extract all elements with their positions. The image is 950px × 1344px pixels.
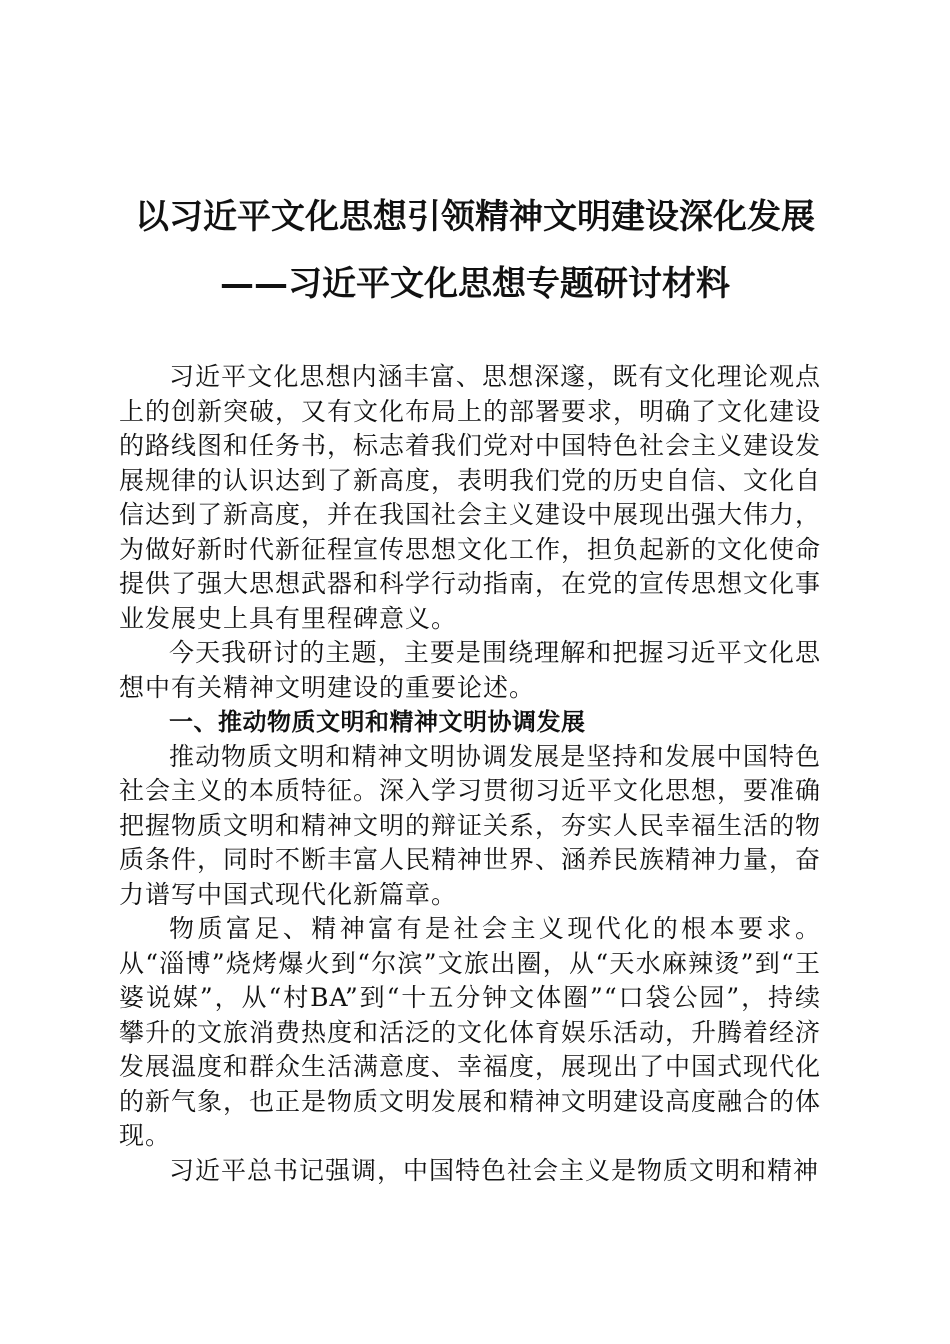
intro-paragraph-2: 今天我研讨的主题，主要是围绕理解和把握习近平文化思想中有关精神文明建设的重要论述。 (119, 638, 821, 702)
section-1-paragraph-1: 推动物质文明和精神文明协调发展是坚持和发展中国特色社会主义的本质特征。深入学习贯彻习近平文化思想，要准确把握物质文明和精神文明的辩证关系，夯实人民幸福生活的物质条件，同时不断丰富人民精神世界、涵养民族精神力量，奋力谱写中国式现代化新篇章。 (119, 741, 822, 909)
intro-paragraph-1: 习近平文化思想内涵丰富、思想深邃，既有文化理论观点上的创新突破，又有文化布局上的部署要求，明确了文化建设的路线图和任务书，标志着我们党对中国特色社会主义建设发展规律的认识达到了新高度，表明我们党的历史自信、文化自信达到了新高度，并在我国社会主义建设中展现出强大伟力，为做好新时代新征程宣传思想文化工作，担负起新的文化使命提供了强大思想武器和科学行动指南，在党的宣传思想文化事业发展史上具有里程碑意义。 (119, 362, 822, 633)
document-subtitle: ——习近平文化思想专题研讨材料 (220, 264, 730, 304)
document-title: 以习近平文化思想引领精神文明建设深化发展 (135, 197, 815, 237)
section-1-paragraph-2: 物质富足、精神富有是社会主义现代化的根本要求。从“淄博”烧烤爆火到“尔滨”文旅出圈，从“天水麻辣烫”到“王婆说媒”，从“村BA”到“十五分钟文体圈”“口袋公园”，持续攀升的文旅消费热度和活泛的文化体育娱乐活动，升腾着经济发展温度和群众生活满意度、幸福度，展现出了中国式现代化的新气象，也正是物质文明发展和精神文明建设高度融合的体现。 (119, 914, 822, 1150)
section-1-heading: 一、推动物质文明和精神文明协调发展 (169, 708, 586, 736)
section-1-paragraph-3: 习近平总书记强调，中国特色社会主义是物质文明和精神 (169, 1155, 820, 1185)
document-body (119, 360, 821, 1188)
